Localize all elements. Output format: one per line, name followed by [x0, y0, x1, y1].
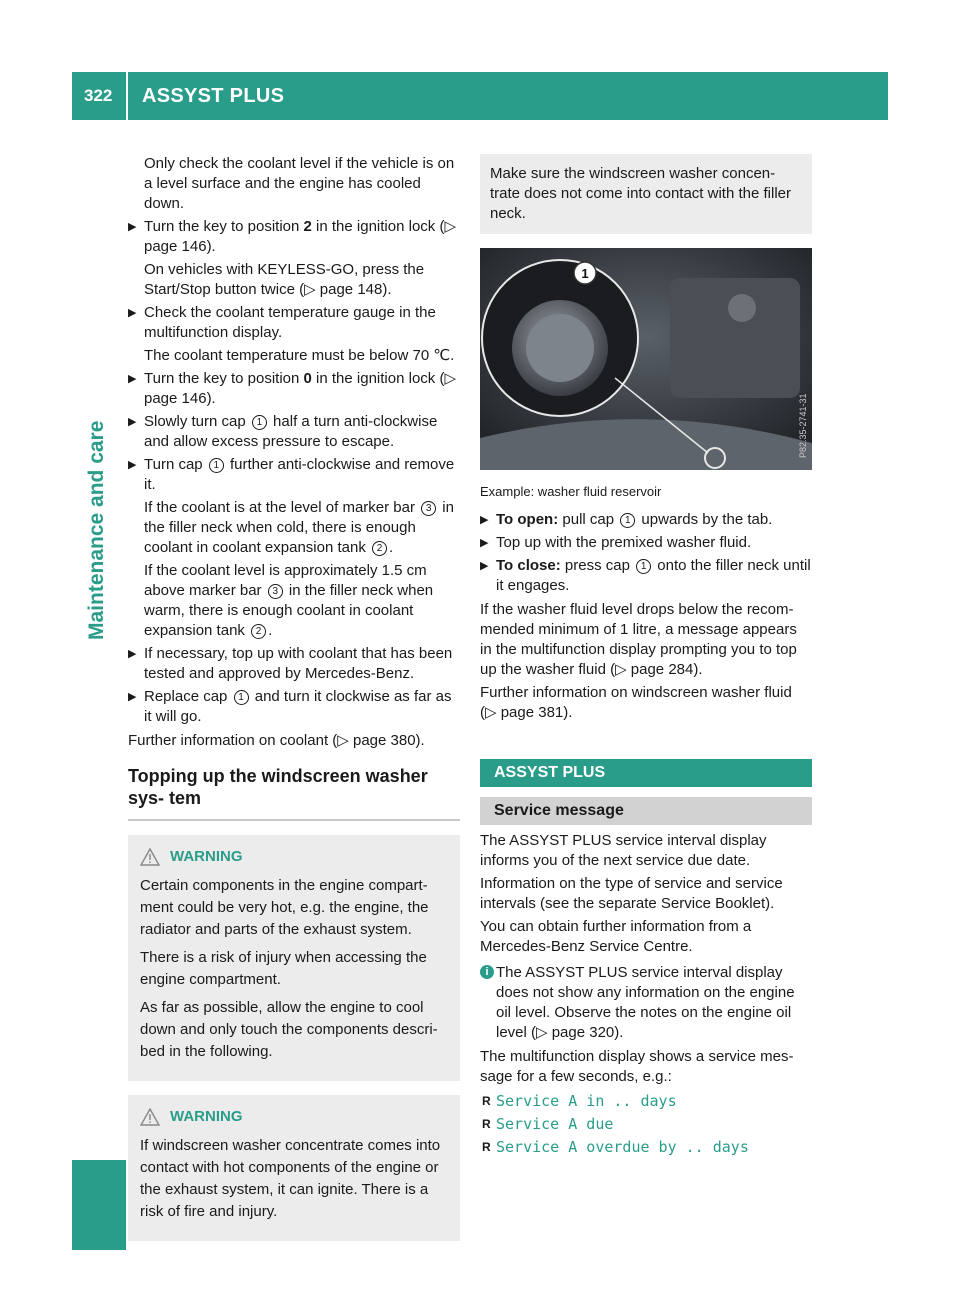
side-tab-label: Maintenance and care [85, 420, 108, 640]
step-turn-cap-half: ▶ Slowly turn cap 1 half a turn anti-clockwise and allow excess pressure to escape. [128, 412, 460, 452]
step-check-gauge: ▶ Check the coolant temperature gauge in the multifunction display. [128, 303, 460, 343]
marker-3-icon: 3 [421, 501, 436, 516]
service-message-list [480, 1091, 812, 1158]
info-note-oil: i The ASSYST PLUS service interval display does not show any information on the engine oil level. Observe the notes on the engine oil level (▷ page 320). [480, 963, 812, 1043]
photo-code: P82.35-2741-31 [798, 393, 808, 458]
marker-1-icon: 1 [209, 458, 224, 473]
marker-2-icon: 2 [372, 541, 387, 556]
marker-1-icon: 1 [252, 415, 267, 430]
service-text-1: The ASSYST PLUS service interval display informs you of the next service due date. [480, 832, 767, 869]
step-turn-key-0: ▶ Turn the key to position 0 in the ignition lock (▷ page 146). [128, 369, 460, 409]
warning-header [140, 1107, 448, 1127]
step-top-up-washer: ▶ Top up with the premixed washer fluid. [480, 533, 812, 553]
warning-header [140, 847, 448, 867]
step-open-cap: ▶ To open: pull cap 1 upwards by the tab. [480, 510, 812, 530]
header-title: ASSYST PLUS [142, 85, 285, 107]
marker-3-icon: 3 [268, 584, 283, 599]
warning-box-hot-components [128, 835, 460, 1081]
marker-1-icon: 1 [636, 559, 651, 574]
washer-reservoir-photo [480, 248, 812, 470]
warning-text-2: There is a risk of injury when accessing the engine compartment. [140, 949, 427, 988]
photo-caption: Example: washer fluid reservoir [480, 484, 662, 499]
washer-level-text: If the washer fluid level drops below the recom- mended minimum of 1 litre, a message appears in the multifunction display prompting you to top up the washer fluid (▷ page 284). [480, 601, 797, 678]
step-top-up: ▶ If necessary, top up with coolant that has been tested and approved by Mercedes-Benz. [128, 644, 460, 684]
marker-1-icon: 1 [234, 690, 249, 705]
service-text-3: You can obtain further information from a Mercedes-Benz Service Centre. [480, 918, 752, 955]
step-close-cap: ▶ To close: press cap 1 onto the filler neck until it engages. [480, 556, 812, 596]
section-heading-washer: Topping up the windscreen washer sys- tem [128, 766, 428, 808]
warning-triangle-icon [140, 1108, 160, 1126]
washer-further-info: Further information on windscreen washer fluid (▷ page 381). [480, 684, 792, 721]
page-number: 322 [84, 86, 113, 105]
warning-title: WARNING [170, 848, 243, 865]
heading-rule [128, 819, 460, 821]
warning-title: WARNING [170, 1108, 243, 1125]
right-column [480, 154, 812, 1160]
warning-text-fire: If windscreen washer concentrate comes into contact with hot components of the engine or the exhaust system, it can ignite. There is a risk of fire and injury. [140, 1137, 441, 1220]
list-item: R Service A due [480, 1114, 812, 1135]
mfd-text: The multifunction display shows a service mes- sage for a few seconds, e.g.: [480, 1048, 794, 1085]
list-item: R Service A overdue by .. days [480, 1137, 812, 1158]
warm-level-note: If the coolant level is approximately 1.5 cm above marker bar 3 in the filler neck when warm, there is enough coolant in coolant expansion tank 2 . [144, 562, 434, 639]
section-bar-assyst: ASSYST PLUS [480, 759, 812, 787]
coolant-further-info: Further information on coolant (▷ page 380). [128, 732, 425, 749]
note-box-concentrate: Make sure the windscreen washer concen- trate does not come into contact with the filler neck. [480, 154, 812, 234]
service-text-2: Information on the type of service and service intervals (see the separate Service Booklet). [480, 875, 783, 912]
warning-text-1: Certain components in the engine compart- ment could be very hot, e.g. the engine, the radiator and parts of the exhaust system. [140, 877, 429, 938]
side-tab-block [72, 1160, 126, 1250]
subsection-bar-service-message: Service message [480, 797, 812, 825]
page-header [72, 72, 888, 120]
warning-triangle-icon [140, 848, 160, 866]
intro-text: Only check the coolant level if the vehicle is on a level surface and the engine has cooled down. [144, 155, 455, 212]
marker-2-icon: 2 [251, 624, 266, 639]
step-remove-cap: ▶ Turn cap 1 further anti-clockwise and remove it. [128, 455, 460, 495]
step-replace-cap: ▶ Replace cap 1 and turn it clockwise as far as it will go. [128, 687, 460, 727]
photo-label-1: 1 [581, 266, 589, 281]
list-item: R Service A in .. days [480, 1091, 812, 1112]
side-tab-label-wrap [83, 420, 113, 670]
step-keyless-note: On vehicles with KEYLESS-GO, press the Start/Stop button twice (▷ page 148). [144, 261, 425, 298]
marker-1-icon: 1 [620, 513, 635, 528]
warning-box-fire [128, 1095, 460, 1241]
warning-text-3: As far as possible, allow the engine to cool down and only touch the components descri- bed in the following. [140, 999, 438, 1060]
step-turn-key-2: ▶ Turn the key to position 2 in the ignition lock (▷ page 146). [128, 217, 460, 257]
info-icon: i [480, 965, 494, 979]
engine-bay-illustration [480, 248, 812, 470]
left-column [128, 154, 460, 1253]
cold-level-note: If the coolant is at the level of marker bar 3 in the filler neck when cold, there is enough coolant in coolant expansion tank 2 . [144, 499, 454, 556]
step-temp-note: The coolant temperature must be below 70 ℃. [144, 347, 455, 364]
